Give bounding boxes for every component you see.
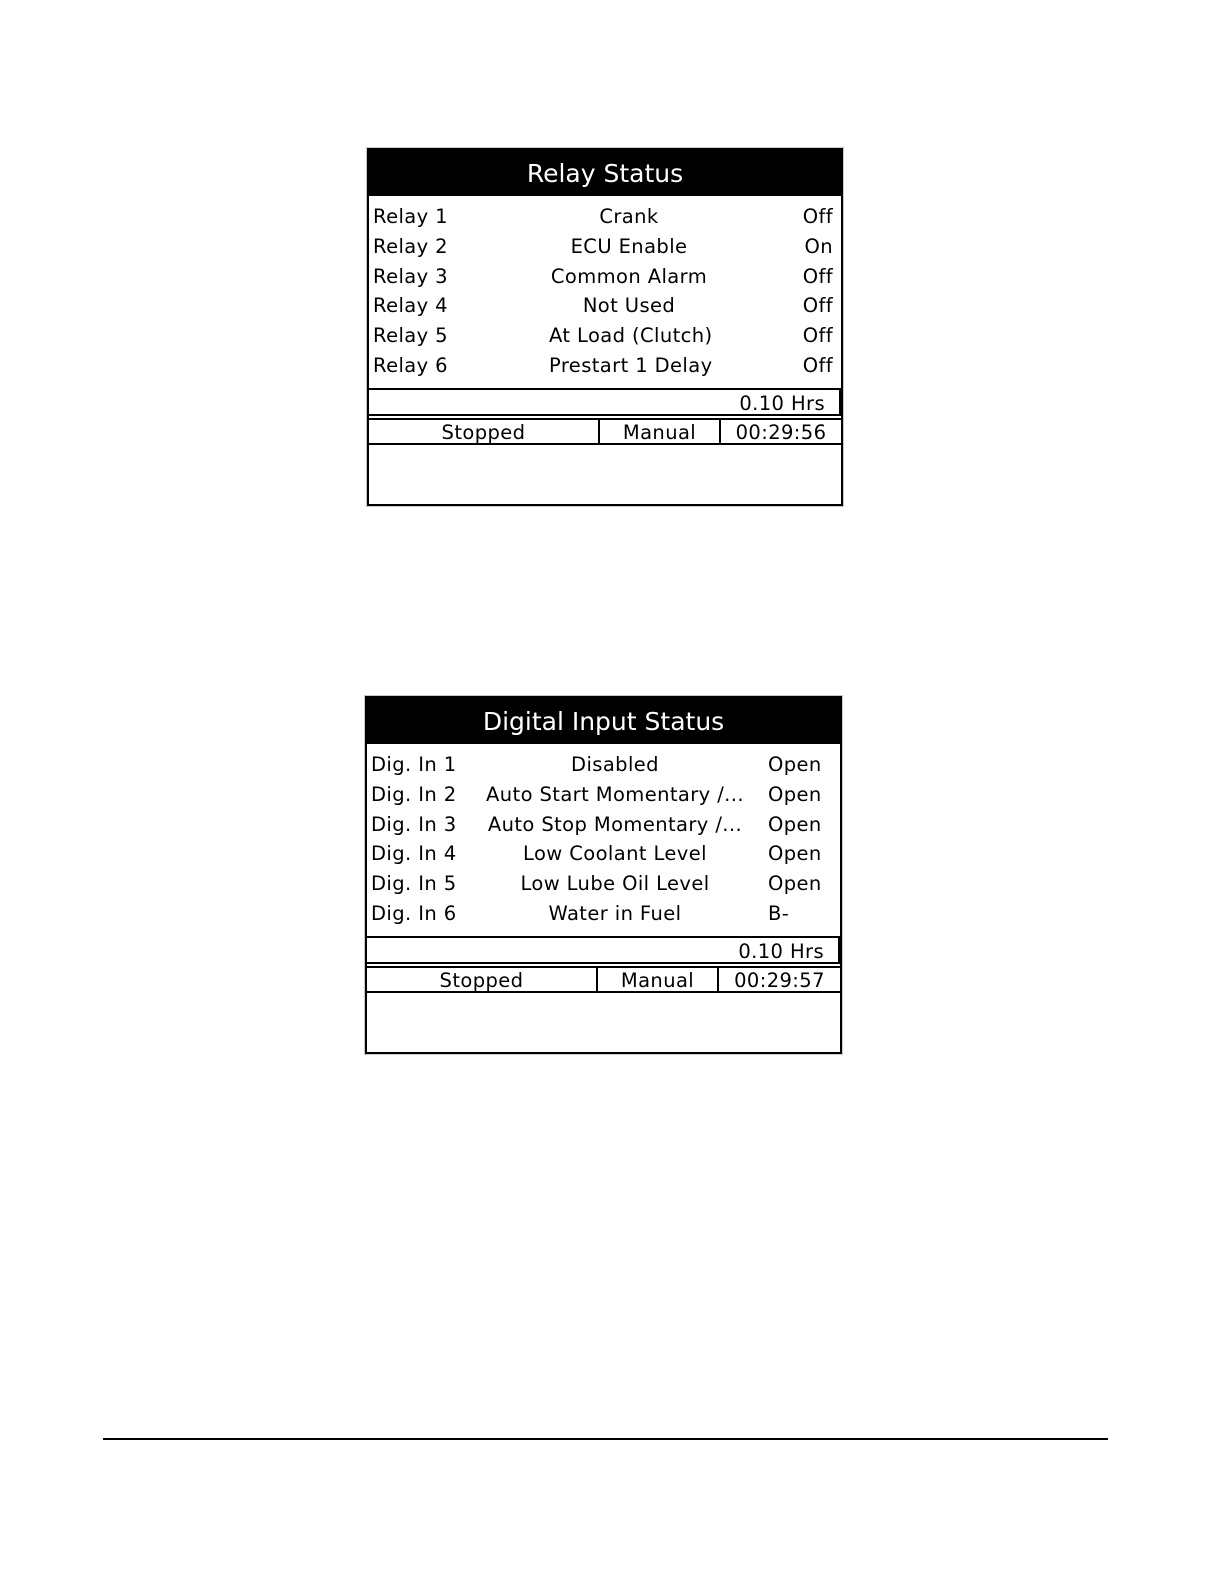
relay-state: Off xyxy=(802,324,833,348)
digital-input-row-6 xyxy=(367,899,840,929)
engine-hours: 0.10 Hrs xyxy=(739,392,825,415)
digital-input-row-3 xyxy=(367,810,840,840)
digital-input-status-title: Digital Input Status xyxy=(367,698,840,744)
digital-input-row-5 xyxy=(367,869,840,899)
relay-row-3 xyxy=(369,262,841,292)
control-mode: Manual xyxy=(598,968,719,991)
relay-status-title: Relay Status xyxy=(369,150,841,196)
relay-state: Off xyxy=(802,353,833,377)
relay-label: Relay 2 xyxy=(373,234,448,258)
input-state: Open xyxy=(768,782,822,806)
input-state: B- xyxy=(768,901,790,925)
control-mode: Manual xyxy=(600,420,721,443)
digital-input-status-screen xyxy=(365,696,842,1054)
input-label: Dig. In 4 xyxy=(371,842,457,866)
relay-list xyxy=(369,202,841,381)
input-state: Open xyxy=(768,872,822,896)
input-function: Low Coolant Level xyxy=(523,842,707,866)
relay-row-6 xyxy=(369,351,841,381)
relay-state: Off xyxy=(802,294,833,318)
relay-state: On xyxy=(804,234,833,258)
digital-input-row-1 xyxy=(367,750,840,780)
relay-label: Relay 1 xyxy=(373,205,448,228)
clock: 00:29:56 xyxy=(735,421,827,444)
input-label: Dig. In 5 xyxy=(371,872,457,896)
input-state: Open xyxy=(768,753,822,776)
input-state: Open xyxy=(768,812,822,836)
relay-status-screen xyxy=(367,148,843,506)
relay-state: Off xyxy=(802,264,833,288)
relay-function: Not Used xyxy=(582,294,676,318)
relay-function: Common Alarm xyxy=(550,264,708,288)
status-bar xyxy=(369,418,841,445)
relay-function: Crank xyxy=(599,205,659,228)
input-function: Auto Stop Momentary /... xyxy=(487,812,743,836)
input-state: Open xyxy=(768,842,822,866)
relay-row-4 xyxy=(369,291,841,321)
relay-function: ECU Enable xyxy=(570,234,688,258)
relay-function: Prestart 1 Delay xyxy=(549,353,713,377)
engine-hours: 0.10 Hrs xyxy=(738,940,824,963)
relay-row-5 xyxy=(369,321,841,351)
digital-input-row-4 xyxy=(367,839,840,869)
digital-input-list xyxy=(367,750,840,929)
status-bar xyxy=(367,966,840,993)
digital-input-row-2 xyxy=(367,780,840,810)
input-function: Auto Start Momentary /... xyxy=(486,782,744,806)
relay-state: Off xyxy=(802,205,833,228)
relay-label: Relay 5 xyxy=(373,324,448,348)
input-function: Water in Fuel xyxy=(548,901,682,925)
clock: 00:29:57 xyxy=(734,969,825,992)
engine-state: Stopped xyxy=(367,968,598,991)
footer-divider xyxy=(103,1438,1108,1440)
relay-row-1 xyxy=(369,202,841,232)
engine-hours-bar xyxy=(367,936,840,964)
input-function: Low Lube Oil Level xyxy=(520,872,710,896)
relay-label: Relay 3 xyxy=(373,264,448,288)
input-label: Dig. In 6 xyxy=(371,901,457,925)
relay-label: Relay 6 xyxy=(373,353,448,377)
input-label: Dig. In 2 xyxy=(371,782,457,806)
relay-function: At Load (Clutch) xyxy=(549,324,713,348)
engine-hours-bar xyxy=(369,388,841,416)
relay-row-2 xyxy=(369,232,841,262)
input-label: Dig. In 3 xyxy=(371,812,457,836)
input-label: Dig. In 1 xyxy=(371,753,457,776)
input-function: Disabled xyxy=(571,753,659,776)
relay-label: Relay 4 xyxy=(373,294,448,318)
engine-state: Stopped xyxy=(369,420,600,443)
